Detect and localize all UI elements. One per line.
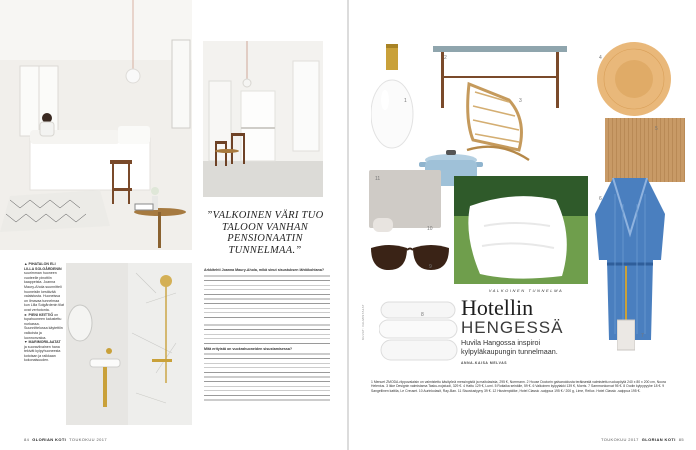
caption3-lead: ▼ MARIMORILAATAT — [24, 340, 61, 345]
bedroom-caption — [24, 262, 64, 363]
body-lines-1 — [204, 274, 330, 321]
caption3-body: ja suoraviivainen hana tekivät kylpyhuoneesta kotoisan ja raikkaan kokonaisuuden. — [24, 344, 61, 363]
product-number-11: 11 — [375, 176, 381, 182]
issue-date: TOUKOKUU 2017 — [69, 437, 107, 442]
page-number: 85 — [678, 437, 684, 442]
toilet-brush-image — [617, 266, 635, 358]
page-number: 84 — [24, 437, 30, 442]
kitchen-photo — [203, 41, 323, 197]
sunglasses-image — [369, 242, 451, 274]
caption-body: suurimman huoneen vuoteelle pinottiin kaappeista. Joanna Maury-Ahola suunnitteli huoneisiin kestävää valaistusta. Huoneissa on ilmavaa tunnelmaa kun Lilla Solgårdenin tilat ovat verhotonta. — [24, 271, 64, 312]
product-number-3: 3 — [519, 98, 522, 104]
pendant-lamp-image — [371, 44, 415, 154]
issue-date: TOUKOKUU 2017 — [600, 437, 639, 442]
product-number-10: 10 — [427, 226, 433, 232]
byline: ANNA-KAISA MELVAS — [461, 361, 508, 366]
towel-outdoor-photo — [454, 176, 588, 284]
left-page — [0, 0, 347, 450]
product-number-8: 8 — [421, 312, 424, 318]
interview-question-2: Mitä erityistä on vuokrahuoneiden sisustamisessa? — [204, 346, 293, 351]
body-lines-3 — [204, 352, 330, 402]
photo-credit-vertical: KUVAT: VALMISTAJAT — [361, 304, 365, 340]
headline-block — [461, 288, 591, 365]
product-number-12: 12 — [474, 206, 480, 212]
right-page — [349, 0, 696, 450]
bedroom-photo — [0, 0, 192, 250]
product-credits: 1 Menuet ZMODA-riippuvalaisin on valmistettu käsityönä messingistä ja maitolasista, 295 €, Norrmann. 2 House Doctorin galvanoidusta teräksestä valmistettu ruokapöytä 240 x 80 x 200 cm, Noora Helenius. 3 Ikke Designin valmistama Tasku-nojatuoli, 329 €. 4 Hattu 129 €, Lumi. 5 Rotiaika seinälle, 59 €. 6 Valkoinen kylpytakki 139 €, Morris. 7 Sammonkorvat 95 €. 8 Oodin kylpypyyhe 18 €. 9 Sangellinen kattila, Le Creuset. 10 Aurinkolasit, Ray-Ban. 11 Sisustustyyny 39 €. 12 Hiustenpidike, Hotel Classic -saippua 195 € / 200 g, Lime, Reilux. Hotel Classic -saippua 195 €. — [371, 380, 666, 393]
product-number-2: 2 — [444, 55, 447, 61]
folded-towels-image — [379, 296, 459, 364]
caption2-lead: ► PIENI KEITTIÖ — [24, 312, 54, 317]
body-lines-2 — [204, 323, 330, 345]
product-number-5: 5 — [655, 126, 658, 132]
caption-lead: ▲ PIHATALON ELI LILLA SOLGÅRDENIN — [24, 262, 62, 271]
magazine-brand: GLORIAN KOTI — [32, 437, 67, 442]
headline-line-2: HENGESSÄ — [461, 318, 564, 337]
product-number-9: 9 — [429, 264, 432, 270]
subhead: Huvila Hangossa inspiroi kylpyläkaupungin tunnelmaan. — [461, 338, 558, 356]
pull-quote: ”VALKOINEN VÄRI TUO TALOON VANHAN PENSIONAATIN TUNNELMAA.” — [206, 210, 324, 256]
wooden-panel-image — [605, 118, 685, 182]
right-folio — [601, 437, 684, 442]
bathroom-photo — [66, 263, 192, 425]
article-body — [204, 268, 330, 402]
caption2-body: on tupahuoneen kalustettu nurkassa. Suunnittelussa käytettiin valkoista ja luonnonvaloa. — [24, 312, 63, 340]
product-number-1: 1 — [404, 98, 407, 104]
hair-clip-image — [373, 218, 393, 232]
magazine-brand: GLORIAN KOTI — [641, 437, 676, 442]
headline-line-1: Hotellin — [461, 295, 534, 320]
product-number-6: 6 — [599, 196, 602, 202]
straw-hat-image — [595, 40, 673, 118]
interview-lead: Arkkitehti Joanna Maury-Ahola, mikä sinut sisustuksen lähtökohtana? — [204, 268, 325, 272]
kicker: VALKOINEN TUNNELMA — [488, 288, 564, 293]
product-number-7: 7 — [641, 333, 644, 339]
product-number-4: 4 — [599, 55, 602, 61]
left-folio — [24, 437, 107, 442]
